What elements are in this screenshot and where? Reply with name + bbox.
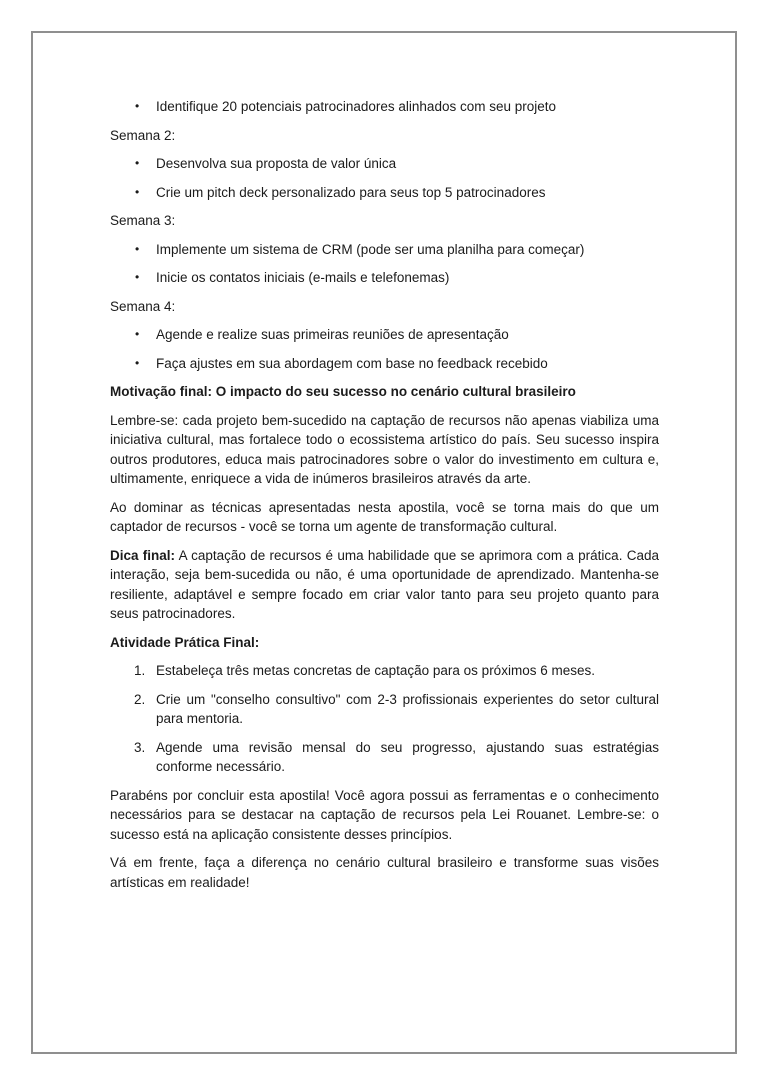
list-item xyxy=(110,240,659,260)
motivation-heading: Motivação final: O impacto do seu sucesso no cenário cultural brasileiro xyxy=(110,384,576,399)
numbered-item-text: Estabeleça três metas concretas de captação para os próximos 6 meses. xyxy=(156,663,595,678)
list-item-text: Inicie os contatos iniciais (e-mails e telefonemas) xyxy=(156,270,450,285)
list-item-text: Identifique 20 potenciais patrocinadores alinhados com seu projeto xyxy=(156,99,557,114)
paragraph-ao-dominar: Ao dominar as técnicas apresentadas nesta apostila, você se torna mais do que um captador de recursos - você se torna um agente de transformação cultural. xyxy=(110,499,659,534)
bullet-icon: • xyxy=(135,270,140,284)
paragraph-dica-final xyxy=(110,546,659,624)
document-content xyxy=(33,33,735,892)
list-item-text: Agende e realize suas primeiras reuniões de apresentação xyxy=(156,327,509,342)
document-page xyxy=(31,31,737,1054)
list-item xyxy=(110,325,659,345)
item-number: 3. xyxy=(134,739,146,755)
numbered-item xyxy=(110,690,659,729)
numbered-list-activities xyxy=(110,661,659,777)
bullet-icon: • xyxy=(135,99,140,113)
list-item-text: Crie um pitch deck personalizado para seus top 5 patrocinadores xyxy=(156,184,546,200)
list-item xyxy=(110,354,659,374)
bullet-icon: • xyxy=(135,355,140,370)
list-item xyxy=(110,268,659,288)
list-item xyxy=(110,183,659,203)
section-label-week4: Semana 4: xyxy=(110,298,176,314)
bullet-list-week3 xyxy=(110,240,659,288)
numbered-item-text: Crie um "conselho consultivo" com 2-3 profissionais experientes do setor cultural para mentoria. xyxy=(156,691,659,726)
bullet-list-week2 xyxy=(110,154,659,202)
numbered-item xyxy=(110,661,659,681)
bullet-icon: • xyxy=(135,327,140,341)
bullet-icon: • xyxy=(135,184,140,199)
dica-final-label: Dica final: xyxy=(110,547,176,563)
item-number: 2. xyxy=(134,691,146,707)
section-label-week3: Semana 3: xyxy=(110,213,176,228)
bullet-list-week4 xyxy=(110,325,659,373)
list-item xyxy=(110,154,659,174)
bullet-list-week1 xyxy=(110,97,659,117)
numbered-item xyxy=(110,738,659,777)
paragraph-lembre-se: Lembre-se: cada projeto bem-sucedido na captação de recursos não apenas viabiliza uma iniciativa cultural, mas fortalece todo o ecossistema artístico do país. Seu sucesso inspira outros produtores, educa mais patrocinadores sobre o valor do investimento em cultura e, ultimamente, enriquece a vida de inúmeros brasileiros através da arte. xyxy=(110,412,659,486)
activity-heading: Atividade Prática Final: xyxy=(110,634,260,650)
list-item-text: Faça ajustes em sua abordagem com base no feedback recebido xyxy=(156,355,548,371)
list-item-text: Implemente um sistema de CRM (pode ser uma planilha para começar) xyxy=(156,241,585,257)
paragraph-parabens: Parabéns por concluir esta apostila! Você agora possui as ferramentas e o conhecimento necessários para se destacar na captação de recursos pela Lei Rouanet. Lembre-se: o sucesso está na aplicação consistente desses princípios. xyxy=(110,787,659,842)
bullet-icon: • xyxy=(135,241,140,256)
bullet-icon: • xyxy=(135,156,140,170)
list-item-text: Desenvolva sua proposta de valor única xyxy=(156,156,397,171)
paragraph-va-em-frente: Vá em frente, faça a diferença no cenário cultural brasileiro e transforme suas visões artísticas em realidade! xyxy=(110,855,659,890)
section-label-week2: Semana 2: xyxy=(110,127,176,143)
dica-final-text: A captação de recursos é uma habilidade que se aprimora com a prática. Cada interação, seja bem-sucedida ou não, é uma oportunidade de aprendizado. Mantenha-se resiliente, adaptável e sempre focado em criar valor tanto para seu projeto quanto para seus patrocinadores. xyxy=(110,547,659,621)
list-item xyxy=(110,97,659,117)
item-number: 1. xyxy=(134,663,146,678)
numbered-item-text: Agende uma revisão mensal do seu progresso, ajustando suas estratégias conforme necessário. xyxy=(156,739,659,774)
